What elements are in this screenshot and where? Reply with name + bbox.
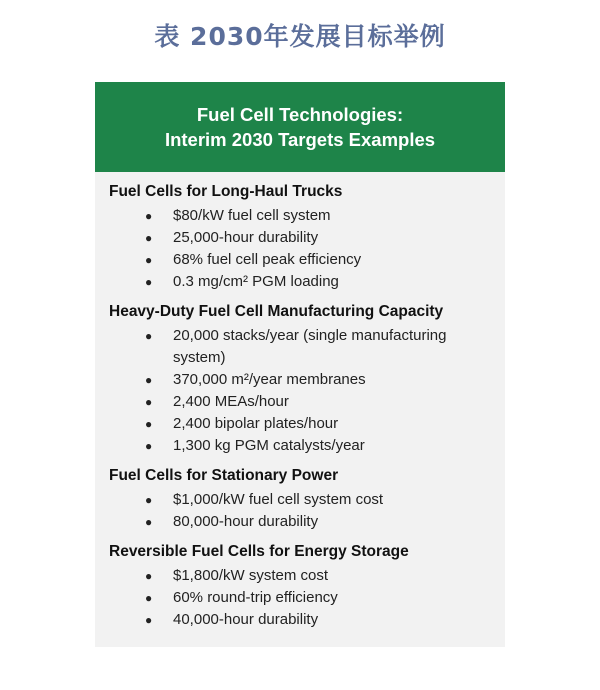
bullet-icon: ● <box>145 395 153 409</box>
list-item <box>109 205 495 227</box>
list-item-text: 2,400 bipolar plates/hour <box>173 415 339 432</box>
section-item-list <box>109 205 495 293</box>
list-item-text: 40,000-hour durability <box>173 611 319 628</box>
bullet-icon: ● <box>145 329 153 343</box>
section-item-list <box>109 325 495 457</box>
list-item-text: $1,800/kW system cost <box>173 567 329 584</box>
bullet-icon: ● <box>145 275 153 289</box>
card-header-line-1: Fuel Cell Technologies: <box>196 104 404 125</box>
list-item-text: $80/kW fuel cell system <box>173 207 331 224</box>
document-title: 表 2030年发展目标举例 <box>154 22 446 51</box>
section-heading: Heavy-Duty Fuel Cell Manufacturing Capacity <box>109 303 444 320</box>
list-item <box>109 609 495 631</box>
card-header-line-2: Interim 2030 Targets Examples <box>164 129 436 150</box>
bullet-icon: ● <box>145 569 153 583</box>
list-item <box>109 489 495 511</box>
list-item-text: $1,000/kW fuel cell system cost <box>173 491 384 508</box>
list-item-text: 370,000 m²/year membranes <box>173 371 366 388</box>
card-body <box>95 172 505 631</box>
list-item-text: 2,400 MEAs/hour <box>173 393 289 410</box>
bullet-icon: ● <box>145 231 153 245</box>
list-item <box>109 511 495 533</box>
list-item <box>109 391 495 413</box>
list-item <box>109 587 495 609</box>
list-item-text: 20,000 stacks/year (single manufacturing system) <box>173 327 447 366</box>
bullet-icon: ● <box>145 417 153 431</box>
bullet-icon: ● <box>145 515 153 529</box>
section-heading: Reversible Fuel Cells for Energy Storage <box>109 543 409 560</box>
section-stationary-power <box>109 465 495 533</box>
list-item <box>109 249 495 271</box>
section-manufacturing-capacity <box>109 301 495 457</box>
bullet-icon: ● <box>145 613 153 627</box>
bullet-icon: ● <box>145 591 153 605</box>
list-item-text: 68% fuel cell peak efficiency <box>173 251 362 268</box>
bullet-icon: ● <box>145 209 153 223</box>
list-item-text: 80,000-hour durability <box>173 513 319 530</box>
bullet-icon: ● <box>145 493 153 507</box>
section-energy-storage <box>109 541 495 631</box>
card-header <box>95 82 505 172</box>
list-item <box>109 435 495 457</box>
list-item <box>109 369 495 391</box>
bullet-icon: ● <box>145 439 153 453</box>
section-long-haul-trucks <box>109 181 495 293</box>
list-item-text: 1,300 kg PGM catalysts/year <box>173 437 365 454</box>
list-item-text: 25,000-hour durability <box>173 229 319 246</box>
list-item <box>109 565 495 587</box>
list-item-text: 0.3 mg/cm² PGM loading <box>173 273 339 290</box>
section-item-list <box>109 565 495 631</box>
section-heading: Fuel Cells for Long-Haul Trucks <box>109 183 343 200</box>
list-item-text: 60% round-trip efficiency <box>173 589 338 606</box>
list-item <box>109 227 495 249</box>
section-heading: Fuel Cells for Stationary Power <box>109 467 339 484</box>
bullet-icon: ● <box>145 373 153 387</box>
list-item <box>109 271 495 293</box>
list-item <box>109 413 495 435</box>
bullet-icon: ● <box>145 253 153 267</box>
section-item-list <box>109 489 495 533</box>
list-item <box>109 325 495 369</box>
targets-card <box>95 82 505 647</box>
